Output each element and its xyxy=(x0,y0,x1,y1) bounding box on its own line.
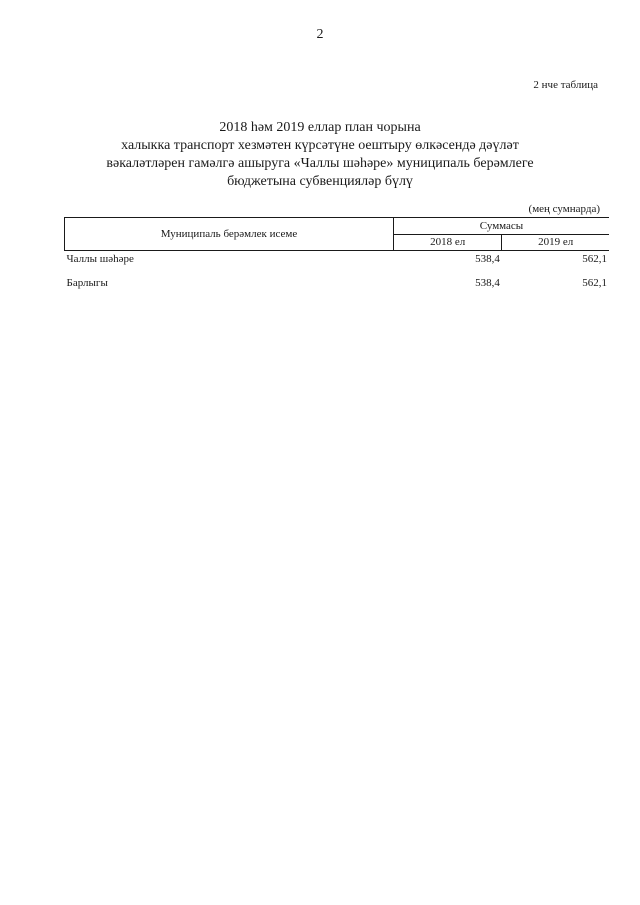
header-municipality-name: Муниципаль берәмлек исеме xyxy=(65,218,394,251)
row-name: Чаллы шәһәре xyxy=(66,253,134,265)
row-value-2018: 538,4 xyxy=(475,277,500,289)
row-value-2019: 562,1 xyxy=(582,253,607,265)
title-line: 2018 һәм 2019 еллар план чорына xyxy=(219,120,421,135)
page-number: 2 xyxy=(316,27,324,42)
table-row xyxy=(65,251,610,275)
document-title xyxy=(0,119,640,191)
row-value-2018: 538,4 xyxy=(475,253,500,265)
header-year-2019: 2019 ел xyxy=(502,234,609,251)
title-line: халыкка транспорт хезмәтен күрсәтүне оештыру өлкәсендә дәүләт xyxy=(121,138,519,153)
title-line: вәкаләтләрен гамәлгә ашыруга «Чаллы шәһәре» муниципаль берәмлеге xyxy=(106,156,534,171)
subvention-table xyxy=(64,217,609,292)
table-label: 2 нче таблица xyxy=(533,79,598,91)
header-year-2018: 2018 ел xyxy=(394,234,502,251)
table-row-total xyxy=(65,274,610,292)
title-line: бюджетына субвенцияләр бүлү xyxy=(227,174,413,189)
header-sum: Суммасы xyxy=(394,218,610,235)
row-value-2019: 562,1 xyxy=(582,277,607,289)
row-name: Барлыгы xyxy=(66,277,108,289)
units-note: (мең сумнарда) xyxy=(528,203,600,215)
